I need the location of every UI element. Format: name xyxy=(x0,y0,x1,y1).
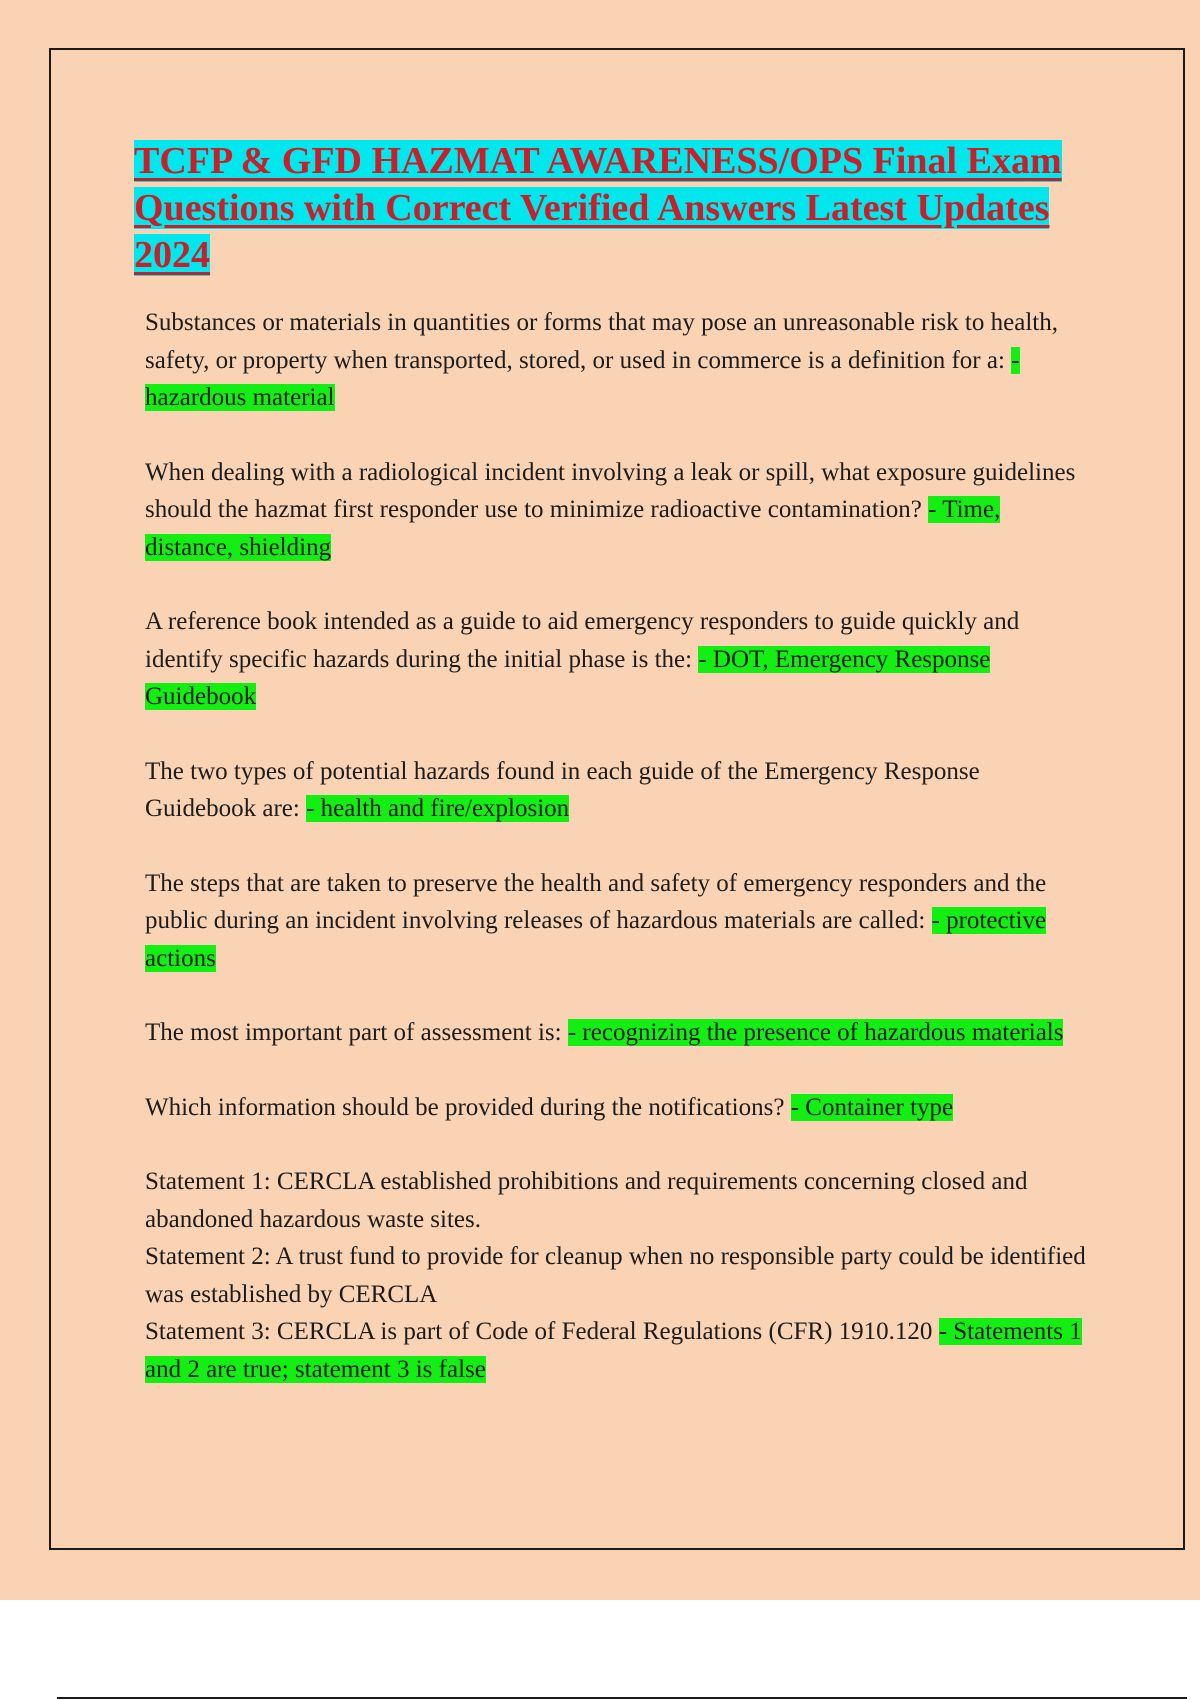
question-text: Which information should be provided during the notifications? xyxy=(145,1093,785,1121)
question-text: When dealing with a radiological incident involving a leak or spill, what exposure guidelines should the hazmat first responder use to minimize radioactive contamination? xyxy=(145,458,1076,523)
question-text: The steps that are taken to preserve the health and safety of emergency responders and the public during an incident involving releases of hazardous materials are called: xyxy=(145,869,1047,934)
answer-highlight: - Container type xyxy=(790,1093,954,1121)
qa-item xyxy=(145,304,1090,417)
answer-highlight: - health and fire/explosion xyxy=(306,795,570,822)
statement-2: Statement 2: A trust fund to provide for cleanup when no responsible party could be identified was established by CERCLA xyxy=(145,1243,1086,1308)
statement-1: Statement 1: CERCLA established prohibitions and requirements concerning closed and abandoned hazardous waste sites. xyxy=(145,1168,1028,1233)
document-title xyxy=(134,138,1094,279)
answer-highlight: - hazardous material xyxy=(145,346,1020,411)
answer-highlight: - DOT, Emergency Response Guidebook xyxy=(145,645,991,710)
question-text: Substances or materials in quantities or forms that may pose an unreasonable risk to health, safety, or property when transported, stored, or used in commerce is a definition for a: xyxy=(145,309,1058,374)
question-text: A reference book intended as a guide to aid emergency responders to guide quickly and identify specific hazards during the initial phase is the: xyxy=(145,608,1020,673)
qa-item xyxy=(145,1089,1090,1127)
qa-content xyxy=(145,304,1090,1388)
answer-highlight: - Time, distance, shielding xyxy=(145,496,1001,561)
statements-question xyxy=(145,1163,1090,1388)
statement-3: Statement 3: CERCLA is part of Code of Federal Regulations (CFR) 1910.120 xyxy=(145,1318,933,1345)
answer-highlight: - recognizing the presence of hazardous materials xyxy=(567,1019,1064,1046)
qa-item xyxy=(145,753,1090,828)
footer-divider xyxy=(57,1697,1187,1699)
qa-item xyxy=(145,865,1090,978)
qa-item xyxy=(145,603,1090,716)
statement-3-line xyxy=(145,1313,1090,1388)
qa-item xyxy=(145,1014,1090,1052)
document-title-text: TCFP & GFD HAZMAT AWARENESS/OPS Final Exam Questions with Correct Verified Answers Latest Updates 2024 xyxy=(134,140,1062,276)
answer-highlight: - protective actions xyxy=(145,907,1047,972)
question-text: The two types of potential hazards found in each guide of the Emergency Response Guidebook are: xyxy=(145,757,980,822)
qa-item xyxy=(145,454,1090,567)
answer-highlight: - Statements 1 and 2 are true; statement 3 is false xyxy=(145,1318,1082,1383)
question-text: The most important part of assessment is: xyxy=(145,1019,562,1046)
